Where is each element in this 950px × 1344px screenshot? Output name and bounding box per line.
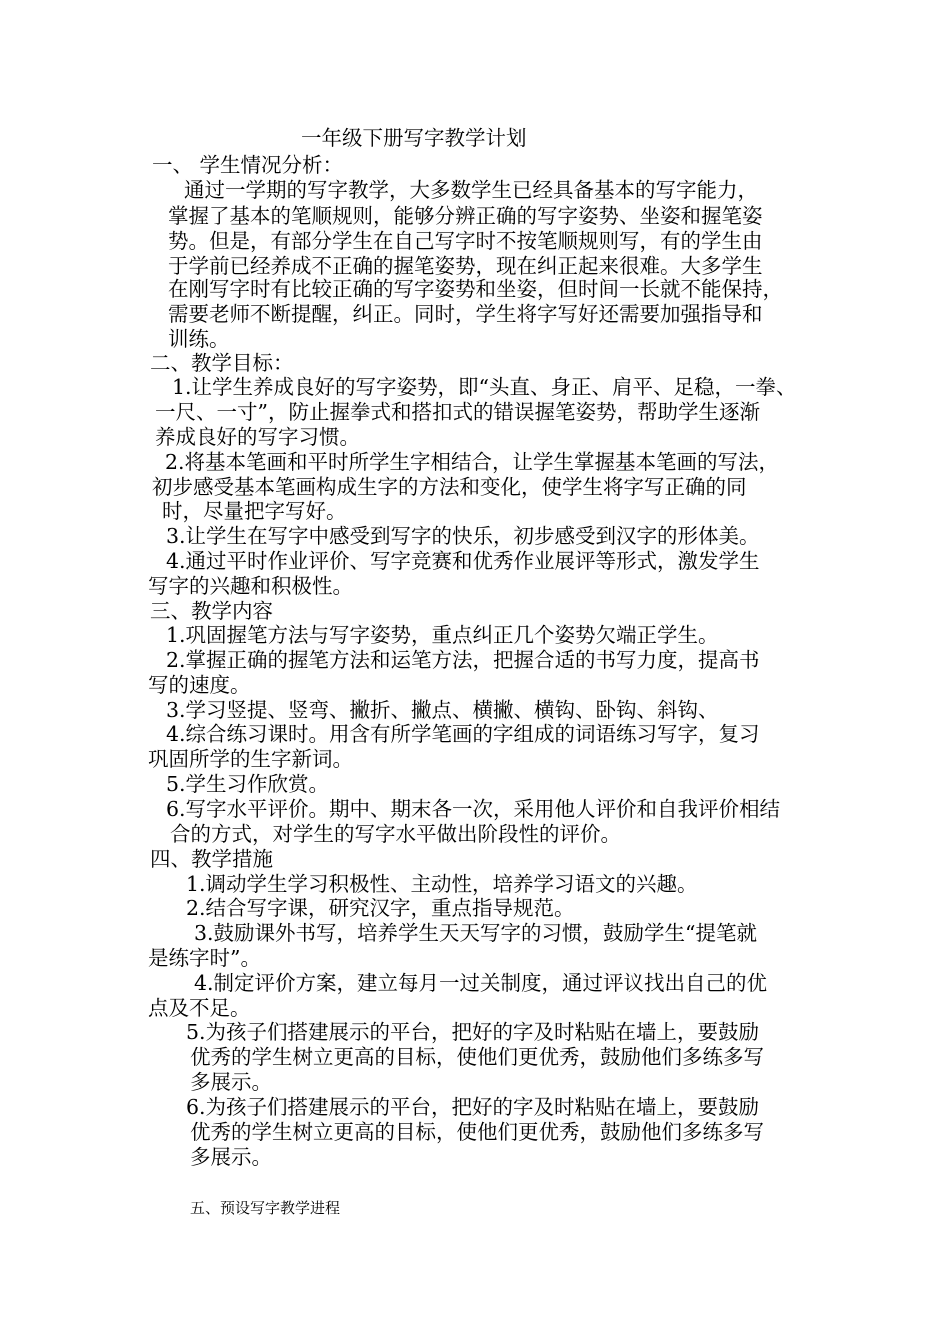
section-2-line: 一尺、一寸”，防止握拳式和搭扣式的错误握笔姿势，帮助学生逐渐 (155, 400, 760, 424)
section-1-line: 于学前已经养成不正确的握笔姿势，现在纠正起来很难。大多学生 (168, 254, 763, 278)
section-1-line: 训练。 (168, 327, 230, 351)
section-4-line: 点及不足。 (148, 996, 251, 1020)
section-4-line: 3.鼓励课外书写，培养学生天天写字的习惯，鼓励学生“提笔就 (194, 921, 758, 945)
section-3-line: 1.巩固握笔方法与写字姿势，重点纠正几个姿势欠端正学生。 (166, 623, 719, 647)
section-4-line: 优秀的学生树立更高的目标，使他们更优秀，鼓励他们多练多写 (190, 1120, 764, 1144)
section-3-line: 2.掌握正确的握笔方法和运笔方法，把握合适的书写力度，提高书 (166, 648, 760, 672)
section-2-line: 养成良好的写字习惯。 (155, 425, 360, 449)
section-3-line: 合的方式，对学生的写字水平做出阶段性的评价。 (170, 822, 621, 846)
section-1-line: 通过一学期的写字教学，大多数学生已经具备基本的写字能力， (184, 178, 758, 202)
section-5-heading: 五、预设写字教学进程 (190, 1199, 341, 1217)
section-2-line: 2.将基本笔画和平时所学生字相结合，让学生掌握基本笔画的写法， (165, 450, 780, 474)
section-3-line: 6.写字水平评价。期中、期末各一次，采用他人评价和自我评价相结 (166, 797, 781, 821)
section-4-line: 多展示。 (190, 1145, 272, 1169)
section-2-line: 时，尽量把字写好。 (162, 499, 347, 523)
section-1-line: 掌握了基本的笔顺规则，能够分辨正确的写字姿势、坐姿和握笔姿 (168, 204, 763, 228)
section-1-line: 在刚写字时有比较正确的写字姿势和坐姿，但时间一长就不能保持， (168, 277, 783, 301)
section-4-line: 是练字时”。 (148, 946, 261, 970)
section-3-line: 3.学习竖提、竖弯、撇折、撇点、横撇、横钩、卧钩、斜钩、 (166, 698, 719, 722)
section-4-line: 优秀的学生树立更高的目标，使他们更优秀，鼓励他们多练多写 (190, 1045, 764, 1069)
document-title: 一年级下册写字教学计划 (301, 126, 527, 150)
section-4-line: 6.为孩子们搭建展示的平台，把好的字及时粘贴在墙上，要鼓励 (186, 1095, 760, 1119)
section-4-line: 1.调动学生学习积极性、主动性，培养学习语文的兴趣。 (186, 872, 698, 896)
section-3-line: 巩固所学的生字新词。 (148, 747, 353, 771)
section-4-line: 5.为孩子们搭建展示的平台，把好的字及时粘贴在墙上，要鼓励 (186, 1020, 760, 1044)
section-3-line: 写的速度。 (148, 673, 251, 697)
section-2-line: 写字的兴趣和积极性。 (148, 574, 353, 598)
section-4-line: 2.结合写字课，研究汉字，重点指导规范。 (186, 896, 575, 920)
section-4-line: 多展示。 (190, 1070, 272, 1094)
section-2-heading: 二、教学目标： (150, 351, 294, 375)
section-3-heading: 三、教学内容 (150, 599, 273, 623)
section-4-heading: 四、教学措施 (150, 847, 273, 871)
section-1-line: 势。但是，有部分学生在自己写字时不按笔顺规则写，有的学生由 (168, 229, 763, 253)
section-2-line: 初步感受基本笔画构成生字的方法和变化，使学生将字写正确的同 (152, 475, 747, 499)
section-3-line: 4.综合练习课时。用含有所学笔画的字组成的词语练习写字，复习 (166, 722, 760, 746)
section-1-heading: 一、 学生情况分析： (152, 153, 344, 177)
section-2-line: 1.让学生养成良好的写字姿势，即“头直、身正、肩平、足稳，一拳、 (172, 375, 797, 399)
section-1-line: 需要老师不断提醒，纠正。同时，学生将字写好还需要加强指导和 (168, 302, 763, 326)
section-2-line: 4.通过平时作业评价、写字竞赛和优秀作业展评等形式，激发学生 (166, 549, 760, 573)
section-4-line: 4.制定评价方案，建立每月一过关制度，通过评议找出自己的优 (194, 971, 768, 995)
section-2-line: 3.让学生在写字中感受到写字的快乐，初步感受到汉字的形体美。 (166, 524, 760, 548)
section-3-line: 5.学生习作欣赏。 (166, 772, 330, 796)
